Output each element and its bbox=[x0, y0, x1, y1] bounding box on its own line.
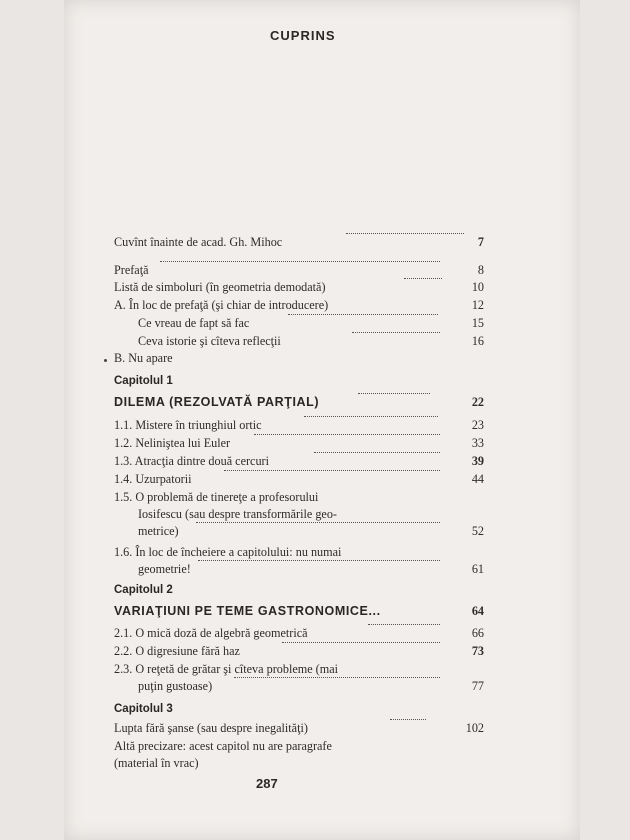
page-number: 287 bbox=[256, 776, 278, 791]
toc-entry-label: 2.2. O digresiune fără haz bbox=[114, 644, 240, 658]
toc-entry-label: Cuvînt înainte de acad. Gh. Mihoc bbox=[114, 235, 283, 249]
dot-leader bbox=[368, 614, 440, 625]
toc-entry-page: 12 bbox=[471, 298, 484, 312]
chapter-1-page: 22 bbox=[471, 395, 484, 409]
toc-entry-page: 8 bbox=[477, 263, 484, 277]
toc-entry-label-line2: Iosifescu (sau despre transformările geo- bbox=[138, 507, 337, 521]
dot-leader bbox=[352, 322, 440, 333]
dot-leader bbox=[346, 223, 464, 234]
dot-leader bbox=[196, 512, 440, 523]
toc-entry-page: 66 bbox=[471, 626, 484, 640]
toc-entry-label: 1.6. În loc de încheiere a capitolului: nu numai bbox=[114, 545, 342, 559]
toc-entry-label: Listă de simboluri (în geometria demodată) bbox=[114, 280, 326, 294]
chapter-3-note-line2: (material în vrac) bbox=[114, 756, 199, 770]
dot-leader bbox=[314, 442, 440, 453]
toc-entry-label: Prefaţă bbox=[114, 263, 149, 277]
toc-entry-page: 61 bbox=[471, 562, 484, 576]
toc-entry-page: 73 bbox=[471, 644, 484, 658]
toc-entry-page: 102 bbox=[465, 721, 484, 735]
toc-entry-page: 52 bbox=[471, 524, 484, 538]
page-title: CUPRINS bbox=[270, 28, 336, 43]
chapter-3-label: Capitolul 3 bbox=[114, 703, 173, 715]
chapter-1-label: Capitolul 1 bbox=[114, 375, 173, 387]
toc-entry-page: 15 bbox=[471, 316, 484, 330]
toc-entry-page: 33 bbox=[471, 436, 484, 450]
dot-leader bbox=[254, 424, 440, 435]
toc-entry-label: 1.1. Mistere în triunghiul ortic bbox=[114, 418, 262, 432]
toc-entry-label-line2: geometrie! bbox=[138, 562, 191, 576]
toc-entry-page: 77 bbox=[471, 679, 484, 693]
toc-entry-page: 23 bbox=[471, 418, 484, 432]
toc-entry-label: 2.1. O mică doză de algebră geometrică bbox=[114, 626, 308, 640]
dot-leader bbox=[288, 304, 438, 315]
toc-entry-label: A. În loc de prefaţă (şi chiar de introducere) bbox=[114, 298, 329, 312]
toc-entry-label: B. Nu apare bbox=[114, 351, 173, 365]
chapter-3-note-line1: Altă precizare: acest capitol nu are paragrafe bbox=[114, 739, 332, 753]
dot-leader bbox=[358, 383, 430, 394]
chapter-2-page: 64 bbox=[471, 604, 484, 618]
toc-entry-page: 7 bbox=[477, 235, 484, 249]
toc-entry-page: 16 bbox=[471, 334, 484, 348]
toc-entry-label: Lupta fără şanse (sau despre inegalităţi) bbox=[114, 721, 308, 735]
chapter-1-title: DILEMA (REZOLVATĂ PARŢIAL) bbox=[114, 395, 320, 409]
toc-entry-page: 44 bbox=[471, 472, 484, 486]
ink-dot bbox=[104, 359, 107, 362]
dot-leader bbox=[160, 251, 440, 262]
toc-entry-label: 2.3. O reţetă de grătar şi cîteva probleme (mai bbox=[114, 662, 339, 676]
toc-entry-label: 1.3. Atracţia dintre două cercuri bbox=[114, 454, 269, 468]
dot-leader bbox=[234, 667, 440, 678]
chapter-2-label: Capitolul 2 bbox=[114, 584, 173, 596]
dot-leader bbox=[198, 550, 440, 561]
toc-entry-label-line3: metrice) bbox=[138, 524, 179, 538]
toc-entry-label: Ceva istorie şi cîteva reflecţii bbox=[138, 334, 281, 348]
toc-entry-label: Ce vreau de fapt să fac bbox=[138, 316, 250, 330]
toc-entry-label: 1.5. O problemă de tinereţe a profesorului bbox=[114, 490, 319, 504]
dot-leader bbox=[304, 406, 438, 417]
toc-entry-page: 39 bbox=[471, 454, 484, 468]
toc-entry-label: 1.4. Uzurpatorii bbox=[114, 472, 192, 486]
dot-leader bbox=[282, 632, 440, 643]
toc-entry-label: 1.2. Neliniştea lui Euler bbox=[114, 436, 231, 450]
dot-leader bbox=[224, 460, 440, 471]
dot-leader bbox=[390, 709, 426, 720]
chapter-2-title: VARIAŢIUNI PE TEME GASTRONOMICE... bbox=[114, 604, 381, 618]
dot-leader bbox=[404, 268, 442, 279]
toc-entry-page: 10 bbox=[471, 280, 484, 294]
toc-entry-label-line2: puţin gustoase) bbox=[138, 679, 213, 693]
